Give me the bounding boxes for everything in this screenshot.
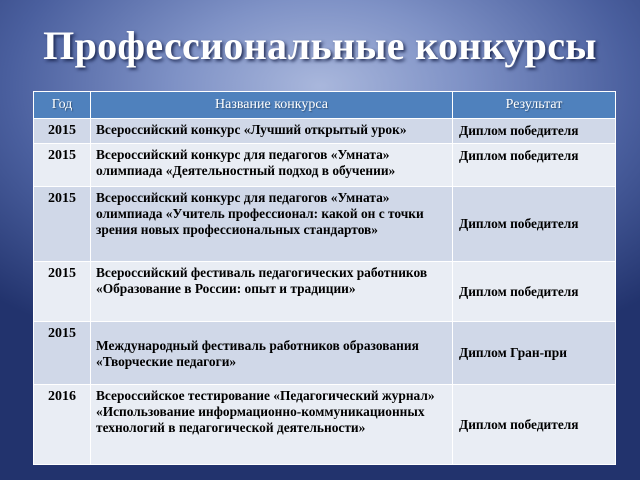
header-name: Название конкурса xyxy=(91,92,453,119)
row-year: 2015 xyxy=(34,144,91,187)
table-header-row xyxy=(34,92,616,119)
contests-table xyxy=(33,91,615,465)
row-result: Диплом победителя xyxy=(453,385,616,465)
header-year: Год xyxy=(34,92,91,119)
row-contest-name: Всероссийский конкурс «Лучший открытый урок» xyxy=(91,119,453,144)
row-year: 2015 xyxy=(34,119,91,144)
table-row xyxy=(34,144,616,187)
row-result: Диплом Гран-при xyxy=(453,322,616,385)
row-contest-name: Всероссийский конкурс для педагогов «Умната» олимпиада «Деятельностный подход в обучении» xyxy=(91,144,453,187)
row-year: 2015 xyxy=(34,322,91,385)
row-contest-name: Всероссийский фестиваль педагогических работников «Образование в России: опыт и традиции» xyxy=(91,262,453,322)
row-contest-name: Всероссийский конкурс для педагогов «Умната» олимпиада «Учитель профессионал: какой он с точки зрения новых профессиональных стандартов» xyxy=(91,187,453,262)
table-row xyxy=(34,119,616,144)
row-year: 2016 xyxy=(34,385,91,465)
row-contest-name: Международный фестиваль работников образования «Творческие педагоги» xyxy=(91,322,453,385)
contests-table-grid xyxy=(33,91,616,465)
row-result: Диплом победителя xyxy=(453,119,616,144)
header-result: Результат xyxy=(453,92,616,119)
row-result: Диплом победителя xyxy=(453,187,616,262)
table-row xyxy=(34,262,616,322)
row-result: Диплом победителя xyxy=(453,262,616,322)
slide-title: Профессиональные конкурсы xyxy=(43,23,597,68)
table-row xyxy=(34,322,616,385)
table-row xyxy=(34,385,616,465)
row-result: Диплом победителя xyxy=(453,144,616,187)
row-year: 2015 xyxy=(34,262,91,322)
row-year: 2015 xyxy=(34,187,91,262)
table-row xyxy=(34,187,616,262)
row-contest-name: Всероссийское тестирование «Педагогический журнал» «Использование информационно-коммуникационных технологий в педагогической деятельности» xyxy=(91,385,453,465)
